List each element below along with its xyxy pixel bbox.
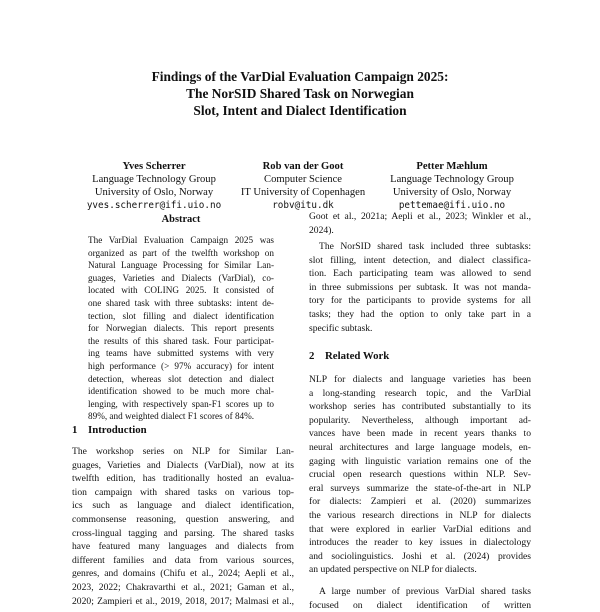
abstract-line: high performance (> 97% accuracy) for intent <box>88 360 274 371</box>
section-number: 2 <box>309 350 315 362</box>
title-line: Slot, Intent and Dialect Identification <box>193 103 407 118</box>
abstract-line: lenging, with respectively span-F1 scores up to <box>88 398 274 409</box>
abstract-line: The VarDial Evaluation Campaign 2025 was <box>88 235 274 245</box>
author-affiliation: Language Technology Group <box>390 174 514 185</box>
paper-title <box>0 68 600 119</box>
body-line: the various research directions in NLP for dialects <box>309 509 531 521</box>
body-line: tory for the participants to provide systems for all <box>309 295 531 307</box>
author-affiliation: University of Oslo, Norway <box>392 187 512 198</box>
body-line: for dialects: Zampieri et al. (2020) summarizes <box>309 496 531 508</box>
abstract-line: identification showed to be much more chal- <box>88 386 274 397</box>
body-line: genres, and domains (Chifu et al., 2024; Aepli et al., <box>72 568 294 580</box>
body-line: NLP for dialects and language varieties has been <box>309 374 531 385</box>
abstract-line: detection, whereas slot detection and dialect <box>88 373 274 384</box>
body-line: commonsense reasoning, question answering, and <box>72 513 294 525</box>
abstract-line: Natural Language Processing for Similar Lan- <box>88 260 274 271</box>
section-title: Introduction <box>88 424 147 436</box>
body-line: neural architectures and large language models, en- <box>309 441 531 453</box>
author-email: yves.scherrer@ifi.uio.no <box>86 200 222 211</box>
body-line: guages, Varieties and Dialects (VarDial), now at its <box>72 459 294 471</box>
body-line: vances have been made in recent years thanks to <box>309 428 531 440</box>
abstract-line: organized as part of the twelfth workshop on <box>88 247 274 258</box>
section-title: Related Work <box>325 350 390 362</box>
continuation-paragraph <box>309 210 531 237</box>
abstract-line: 89%, and weighted dialect F1 scores of 84%. <box>88 411 255 422</box>
author-block <box>62 160 246 212</box>
author-name: Yves Scherrer <box>122 161 186 172</box>
body-line: popularity. Nevertheless, although important ad- <box>309 414 531 426</box>
body-line: A large number of previous VarDial shared tasks <box>319 586 531 597</box>
body-line: different families and data from various sources, <box>72 554 294 566</box>
author-name: Rob van der Goot <box>262 161 344 172</box>
body-line: and sociolinguistics. Joshi et al. (2024) provides <box>309 550 531 562</box>
body-line: tion campaign with shared tasks on various top- <box>72 486 294 498</box>
body-line: 2020; Zampieri et al., 2019, 2018, 2017; Malmasi et al., <box>72 595 294 607</box>
body-line: gaging with linguistic variation remains one of the <box>309 455 531 467</box>
body-line: crucial open research questions within NLP. Sev- <box>309 469 531 481</box>
body-line: workshop series has contributed substantially to its <box>309 401 531 413</box>
body-line: The workshop series on NLP for Similar Lan- <box>72 446 294 457</box>
body-line: slot filling, intent detection, and dialect classifica- <box>309 254 531 266</box>
introduction-paragraph <box>72 445 294 608</box>
body-line: The NorSID shared task included three subtasks: <box>319 241 531 252</box>
abstract-line: guages, Varieties and Dialects (VarDial), co- <box>88 272 274 283</box>
abstract-line: the results of this shared task. Four participat- <box>88 335 274 346</box>
related-work-paragraph <box>309 373 531 577</box>
section-heading <box>72 424 147 436</box>
related-work-paragraph-2 <box>309 585 531 612</box>
abstract-line: for Norwegian dialects. This report presents <box>88 323 274 334</box>
body-line: tasks; they had the option to only take part in a <box>309 308 531 320</box>
body-line: cross-lingual tagging and parsing. The shared tasks <box>72 527 294 539</box>
author-name: Petter Mæhlum <box>416 161 488 172</box>
section-heading <box>309 350 389 362</box>
body-line: eral surveys summarize the state-of-the-art in NLP <box>309 482 531 494</box>
body-line: 2024). <box>309 224 334 236</box>
abstract-line: tection, slot filling and dialect identification <box>88 310 274 321</box>
abstract-heading: Abstract <box>161 214 201 225</box>
abstract-body <box>88 234 274 423</box>
body-line: twelfth edition, has traditionally hosted an evalua- <box>72 473 294 485</box>
abstract-line: located with COLING 2025. It consisted of <box>88 285 274 296</box>
author-block <box>356 160 548 212</box>
title-line: Findings of the VarDial Evaluation Campaign 2025: <box>151 69 449 84</box>
body-line: a long-standing research topic, and the VarDial <box>309 387 531 399</box>
body-line: specific subtask. <box>309 322 373 334</box>
abstract-line: one shared task with three subtasks: intent de- <box>88 297 274 308</box>
body-line: Goot et al., 2021a; Aepli et al., 2023; Winkler et al., <box>309 211 531 222</box>
body-line: an updated perspective on NLP for dialects. <box>309 564 477 576</box>
section-number: 1 <box>72 424 78 436</box>
author-affiliation: Computer Science <box>264 174 342 185</box>
subtasks-paragraph <box>309 240 531 335</box>
body-line: focused on dialect identification of written <box>309 599 531 611</box>
body-line: introduces the reader to key issues in dialectology <box>309 537 531 549</box>
body-line: that were explored in earlier VarDial editions and <box>309 523 531 535</box>
body-line: have featured many languages and dialects from <box>72 541 294 553</box>
abstract-line: ing teams have submitted systems with very <box>88 348 274 359</box>
title-line: The NorSID Shared Task on Norwegian <box>186 86 414 101</box>
body-line: 2023, 2022; Chakravarthi et al., 2021; Gaman et al., <box>72 581 294 593</box>
author-affiliation: Language Technology Group <box>92 174 216 185</box>
author-email: pettemae@ifi.uio.no <box>398 200 506 211</box>
body-line: ics such as language and dialect identification, <box>72 500 294 512</box>
author-affiliation: University of Oslo, Norway <box>94 187 214 198</box>
author-affiliation: IT University of Copenhagen <box>240 187 366 198</box>
body-line: tion. Each participating team was allowed to send <box>309 268 531 280</box>
body-line: in three submissions per subtask. It was not manda- <box>309 281 531 293</box>
author-email: robv@itu.dk <box>272 200 334 211</box>
